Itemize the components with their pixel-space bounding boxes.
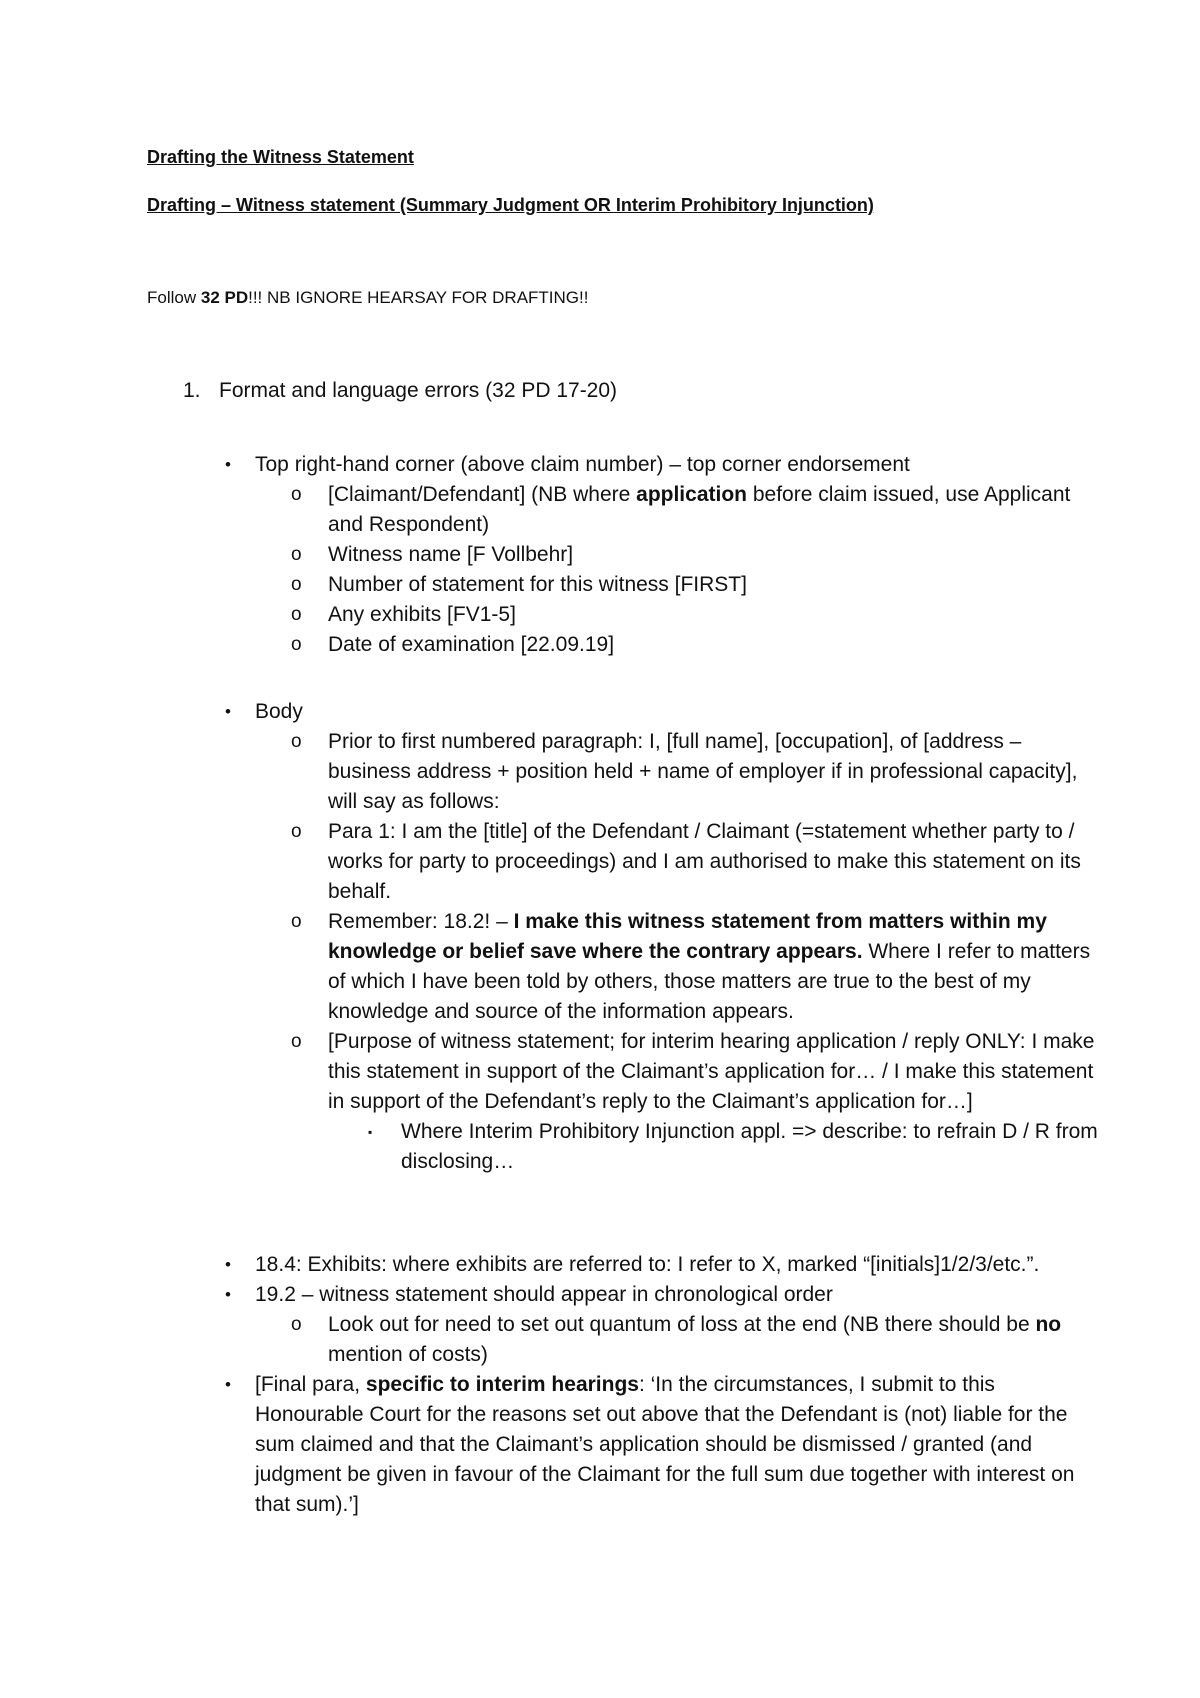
sub-bullet-text-post: mention of costs) [328,1343,488,1366]
sub-bullet-item [218,1310,1098,1370]
sub-bullet-text-bold: no [1035,1313,1062,1336]
bullet-marker: • [225,1375,231,1394]
sub-bullet-item [218,600,1098,630]
sub-bullet-text-post: Where I refer to matters of which I have been told by others, those matters are true to the best of my knowledge and source of the information appears. [328,940,1091,1023]
sub-bullet-text: Number of statement for this witness [FIRST] [328,573,747,596]
sub-bullet-item [218,727,1098,817]
sub-bullet-item [218,570,1098,600]
sub-bullet-marker: o [291,911,302,932]
group-body [218,697,1098,1177]
section-title: Format and language errors (32 PD 17-20) [219,379,618,402]
group-end [218,1250,1098,1520]
bullet-marker: • [225,1285,231,1304]
sub-bullet-text-pre: [Claimant/Defendant] (NB where [328,483,637,506]
sub-bullet-marker: o [291,1314,302,1335]
bullet-marker: • [225,1255,231,1274]
section-heading [183,376,617,406]
sub-bullet-item [218,630,1098,660]
sub-bullet-item [218,540,1098,570]
sub-bullet-marker: o [291,731,302,752]
sub-bullet-text: Any exhibits [FV1-5] [328,603,516,626]
bullet-text: 18.4: Exhibits: where exhibits are referred to: I refer to X, marked “[initials]1/2/3/etc.”. [255,1253,1040,1276]
sub-bullet-marker: o [291,484,302,505]
sub-bullet-marker: o [291,574,302,595]
subsub-bullet-marker: ▪ [368,1125,373,1139]
document-title: Drafting the Witness Statement [147,147,414,167]
sub-bullet-item [218,1027,1098,1117]
group-top-corner [218,450,1098,660]
bullet-text-pre: [Final para, [255,1373,366,1396]
document-subtitle: Drafting – Witness statement (Summary Judgment OR Interim Prohibitory Injunction) [147,195,874,215]
sub-bullet-text-bold: I make this witness statement from matters within my knowledge or belief save where the contrary appears. [328,910,1047,963]
bullet-text-post: : ‘In the circumstances, I submit to this Honourable Court for the reasons set out above that the Defendant is (not) liable for the sum claimed and that the Claimant’s application should be dismissed / granted (and judgment be given in favour of the Claimant for the full sum due together with interest on that sum).’] [255,1373,1075,1516]
sub-bullet-marker: o [291,1031,302,1052]
intro-suffix: !!! NB IGNORE HEARSAY FOR DRAFTING!! [248,288,589,307]
subsub-bullet-item [218,1117,1098,1177]
sub-bullet-text-pre: Look out for need to set out quantum of loss at the end (NB there should be [328,1313,1036,1336]
sub-bullet-text-bold: application [636,483,747,506]
intro-line [147,288,588,308]
bullet-item [218,1280,1098,1310]
sub-bullet-text: Date of examination [22.09.19] [328,633,615,656]
sub-bullet-item [218,480,1098,540]
section-number: 1. [183,379,201,402]
sub-bullet-marker: o [291,634,302,655]
bullet-text: Body [255,700,303,723]
bullet-text: 19.2 – witness statement should appear in chronological order [255,1283,833,1306]
sub-bullet-item [218,817,1098,907]
sub-bullet-marker: o [291,544,302,565]
bullet-item [218,450,1098,480]
sub-bullet-text: Prior to first numbered paragraph: I, [full name], [occupation], of [address – business address + position held + name of employer if in professional capacity], will say as follows: [328,730,1078,813]
sub-bullet-text-post: before claim issued, use Applicant and Respondent) [328,483,1071,536]
sub-bullet-marker: o [291,821,302,842]
bullet-item [218,1370,1098,1520]
bullet-marker: • [225,702,231,721]
sub-bullet-text: Para 1: I am the [title] of the Defendant / Claimant (=statement whether party to / works for party to proceedings) and I am authorised to make this statement on its behalf. [328,820,1081,903]
subsub-bullet-text: Where Interim Prohibitory Injunction appl. => describe: to refrain D / R from disclosing… [401,1120,1098,1173]
intro-prefix: Follow [147,288,201,307]
bullet-text-bold: specific to interim hearings [365,1373,639,1396]
bullet-item [218,1250,1098,1280]
sub-bullet-text: Witness name [F Vollbehr] [328,543,574,566]
bullet-item [218,697,1098,727]
sub-bullet-text-pre: Remember: 18.2! – [328,910,514,933]
bullet-text: Top right-hand corner (above claim number) – top corner endorsement [255,453,910,476]
sub-bullet-item [218,907,1098,1027]
sub-bullet-marker: o [291,604,302,625]
intro-bold: 32 PD [200,288,249,307]
bullet-marker: • [225,455,231,474]
sub-bullet-text: [Purpose of witness statement; for interim hearing application / reply ONLY: I make this statement in support of the Claimant’s application for… / I make this statement in support of the Defendant’s reply to the Claimant’s application for…] [328,1030,1095,1113]
